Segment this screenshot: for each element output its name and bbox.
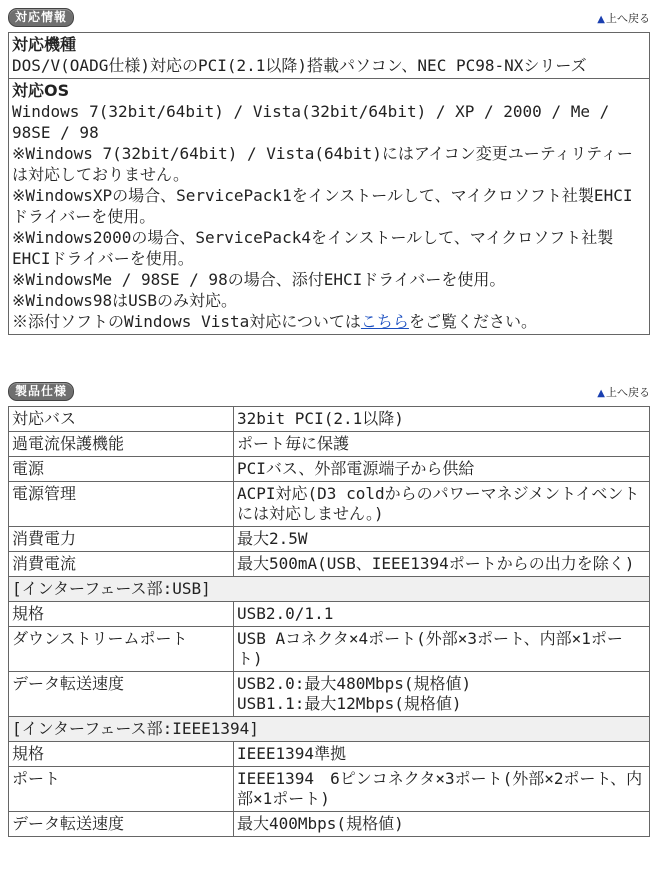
- table-row: [9, 672, 650, 717]
- spec-label: 消費電流: [9, 552, 234, 577]
- up-triangle-icon: ▲: [597, 388, 605, 399]
- os-note-vista-pre: ※添付ソフトのWindows Vista対応については: [12, 312, 361, 331]
- usb1-speed: USB1.1:最大12Mbps(規格値): [237, 694, 462, 713]
- spec-label: ポート: [9, 767, 234, 812]
- usb-group-heading: [インターフェース部:USB]: [9, 577, 650, 602]
- spec-label: データ転送速度: [9, 672, 234, 717]
- os-note: ※Windows98はUSBのみ対応。: [12, 291, 238, 310]
- os-block: [9, 78, 649, 334]
- table-row: [9, 482, 650, 527]
- table-row: [9, 552, 650, 577]
- compat-back-to-top-link[interactable]: [597, 10, 650, 26]
- table-row: [9, 602, 650, 627]
- models-block: [9, 33, 649, 78]
- specs-back-to-top-link[interactable]: [597, 384, 650, 400]
- table-row: [9, 742, 650, 767]
- os-note: ※Windows2000の場合、ServicePack4をインストールして、マイクロソフト社製EHCIドライバーを使用。: [12, 228, 614, 268]
- os-note: ※WindowsMe / 98SE / 98の場合、添付EHCIドライバーを使用。: [12, 270, 506, 289]
- spec-label: 過電流保護機能: [9, 432, 234, 457]
- os-note-vista: [12, 311, 646, 332]
- back-link-label: 上へ戻る: [606, 12, 650, 25]
- models-text: DOS/V(OADG仕様)対応のPCI(2.1以降)搭載パソコン、NEC PC98-NXシリーズ: [12, 56, 587, 75]
- compat-section: [8, 6, 650, 335]
- os-note: ※Windows 7(32bit/64bit) / Vista(64bit)にはアイコン変更ユーティリティーは対応しておりません。: [12, 144, 633, 184]
- os-title: 対応OS: [12, 81, 70, 100]
- spec-value: 32bit PCI(2.1以降): [234, 407, 650, 432]
- spec-label: データ転送速度: [9, 812, 234, 837]
- spec-label: 規格: [9, 742, 234, 767]
- spec-table: [8, 406, 650, 837]
- spec-value: IEEE1394準拠: [234, 742, 650, 767]
- table-row: [9, 527, 650, 552]
- back-link-label: 上へ戻る: [606, 386, 650, 399]
- table-row: [9, 767, 650, 812]
- ieee-group-row: [9, 717, 650, 742]
- spec-value: PCIバス、外部電源端子から供給: [234, 457, 650, 482]
- ieee-group-heading: [インターフェース部:IEEE1394]: [9, 717, 650, 742]
- usb-group-row: [9, 577, 650, 602]
- usb2-speed: USB2.0:最大480Mbps(規格値): [237, 674, 472, 693]
- spec-label: 対応バス: [9, 407, 234, 432]
- spec-label: 電源: [9, 457, 234, 482]
- table-row: [9, 812, 650, 837]
- spec-label: 消費電力: [9, 527, 234, 552]
- os-note-vista-post: をご覧ください。: [408, 312, 537, 331]
- table-row: [9, 432, 650, 457]
- spec-label: ダウンストリームポート: [9, 627, 234, 672]
- spec-value: 最大2.5W: [234, 527, 650, 552]
- up-triangle-icon: ▲: [597, 14, 605, 25]
- compat-header: [8, 6, 650, 28]
- specs-section: [8, 380, 650, 837]
- spec-value: 最大400Mbps(規格値): [234, 812, 650, 837]
- spec-value: USB2.0/1.1: [234, 602, 650, 627]
- models-title: 対応機種: [12, 35, 77, 54]
- spec-label: 規格: [9, 602, 234, 627]
- os-line: Windows 7(32bit/64bit) / Vista(32bit/64bit) / XP / 2000 / Me / 98SE / 98: [12, 102, 610, 142]
- spec-value: USB Aコネクタ×4ポート(外部×3ポート、内部×1ポート): [234, 627, 650, 672]
- spec-value: ACPI対応(D3 coldからのパワーマネジメントイベントには対応しません。): [234, 482, 650, 527]
- spec-value: ポート毎に保護: [234, 432, 650, 457]
- table-row: [9, 407, 650, 432]
- vista-info-link[interactable]: こちら: [360, 312, 409, 331]
- spec-value: 最大500mA(USB、IEEE1394ポートからの出力を除く): [234, 552, 650, 577]
- table-row: [9, 457, 650, 482]
- compat-section-title: 対応情報: [8, 8, 74, 27]
- table-row: [9, 627, 650, 672]
- os-note: ※WindowsXPの場合、ServicePack1をインストールして、マイクロソフト社製EHCIドライバーを使用。: [12, 186, 633, 226]
- specs-section-title: 製品仕様: [8, 382, 74, 401]
- spec-value: IEEE1394 6ピンコネクタ×3ポート(外部×2ポート、内部×1ポート): [234, 767, 650, 812]
- spec-value: [234, 672, 650, 717]
- compat-box: [8, 32, 650, 335]
- specs-header: [8, 380, 650, 402]
- spec-label: 電源管理: [9, 482, 234, 527]
